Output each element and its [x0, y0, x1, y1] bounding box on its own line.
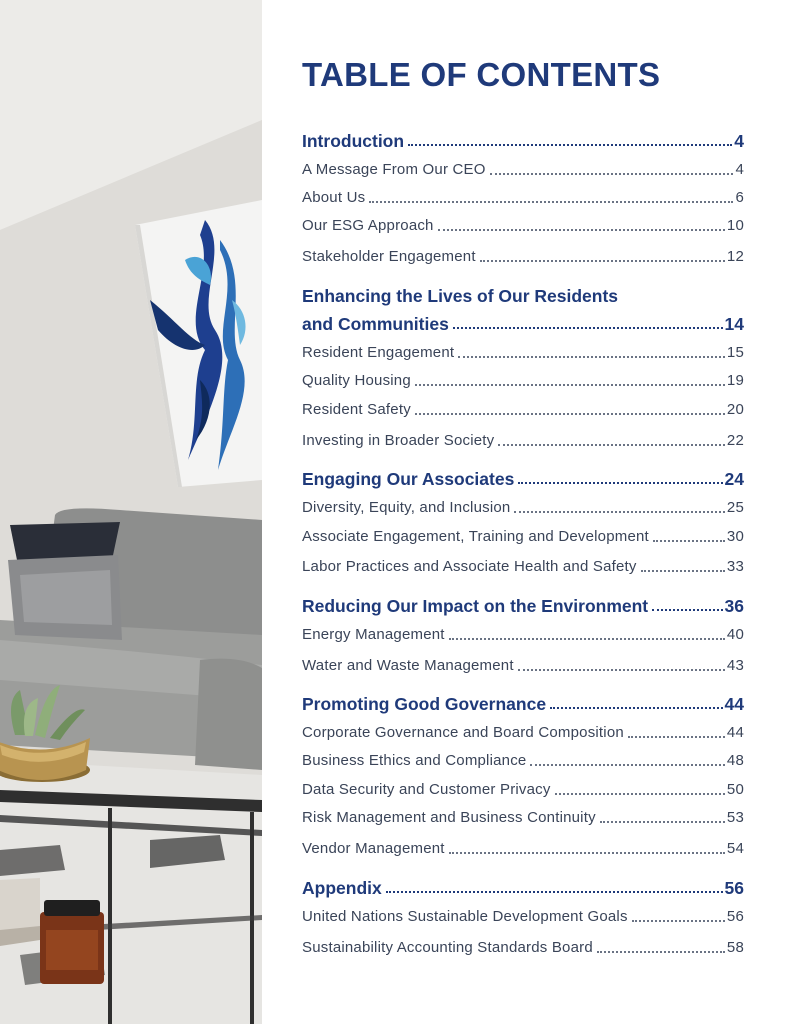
toc-entry-label: Sustainability Accounting Standards Board: [302, 939, 593, 956]
dot-leader: [632, 920, 725, 922]
dot-leader: [518, 669, 725, 671]
toc-entry-label: A Message From Our CEO: [302, 161, 486, 178]
toc-page-number: 15: [726, 344, 744, 361]
toc-page-number: 50: [726, 781, 744, 798]
toc-entry-label: Stakeholder Engagement: [302, 248, 476, 265]
toc-entry-label: Associate Engagement, Training and Development: [302, 528, 649, 545]
toc-entry-label: Labor Practices and Associate Health and Safety: [302, 558, 637, 575]
toc-entry[interactable]: [302, 155, 744, 181]
dot-leader: [438, 229, 725, 231]
toc-section-introduction[interactable]: [302, 126, 744, 152]
toc-page-number: 25: [726, 499, 744, 516]
toc-entry-label: Resident Safety: [302, 401, 411, 418]
living-room-photo: [0, 0, 262, 1024]
toc-entry-label: About Us: [302, 189, 366, 206]
dot-leader: [415, 413, 725, 415]
dot-leader: [458, 356, 725, 358]
toc-entry-label: Risk Management and Business Continuity: [302, 809, 596, 826]
dot-leader: [518, 482, 722, 484]
toc-section-title: Promoting Good Governance: [302, 694, 547, 714]
toc-page-number: 40: [726, 626, 744, 643]
toc-entry-label: Our ESG Approach: [302, 217, 434, 234]
toc-entry[interactable]: [302, 902, 744, 928]
dot-leader: [453, 327, 723, 329]
toc-entry-label: Vendor Management: [302, 840, 445, 857]
dot-leader: [449, 852, 725, 854]
dot-leader: [386, 891, 723, 893]
toc-page-number: 4: [735, 161, 744, 178]
toc-page-number: 14: [724, 314, 744, 334]
toc-section-title: Reducing Our Impact on the Environment: [302, 596, 649, 616]
dot-leader: [628, 736, 725, 738]
dot-leader: [600, 821, 725, 823]
toc-page-number: 54: [726, 840, 744, 857]
dot-leader: [449, 638, 725, 640]
toc-entry[interactable]: [302, 775, 744, 801]
toc-section-title: Enhancing the Lives of Our Residents: [302, 286, 619, 306]
dot-leader: [641, 570, 725, 572]
toc-page-number: 19: [726, 372, 744, 389]
dot-leader: [597, 951, 725, 953]
toc-page-number: 44: [726, 724, 744, 741]
toc-section-title: Appendix: [302, 878, 382, 898]
toc-page-number: 12: [726, 248, 744, 265]
dot-leader: [480, 260, 725, 262]
toc-section-residents[interactable]: [302, 309, 744, 335]
toc-page-number: 48: [726, 752, 744, 769]
toc-page-number: 44: [724, 694, 744, 714]
dot-leader: [653, 540, 725, 542]
dot-leader: [652, 609, 722, 611]
toc-section-associates[interactable]: [302, 464, 744, 490]
toc-entry[interactable]: [302, 933, 744, 959]
toc-entry[interactable]: [302, 183, 744, 209]
toc-section-governance[interactable]: [302, 689, 744, 715]
toc-entry[interactable]: [302, 366, 744, 392]
dot-leader: [514, 511, 724, 513]
toc-entry[interactable]: [302, 552, 744, 578]
toc-entry-label: Data Security and Customer Privacy: [302, 781, 551, 798]
toc-entry[interactable]: [302, 493, 744, 519]
toc-page-number: 24: [724, 469, 744, 489]
toc-entry[interactable]: [302, 395, 744, 421]
toc-entry[interactable]: [302, 426, 744, 452]
toc-page-number: 53: [726, 809, 744, 826]
living-room-illustration: [0, 0, 262, 1024]
toc-entry[interactable]: [302, 338, 744, 364]
toc-page-number: 56: [726, 908, 744, 925]
toc-entry[interactable]: [302, 651, 744, 677]
toc-page-number: 58: [726, 939, 744, 956]
toc-entry-label: United Nations Sustainable Development Goals: [302, 908, 628, 925]
toc-page-number: 6: [735, 189, 744, 206]
dot-leader: [490, 173, 734, 175]
dot-leader: [369, 201, 733, 203]
toc-panel: [302, 0, 746, 1024]
toc-page-number: 4: [734, 131, 744, 151]
toc-entry-label: Business Ethics and Compliance: [302, 752, 527, 769]
dot-leader: [530, 764, 724, 766]
toc-page-number: 10: [726, 217, 744, 234]
toc-entry-label: Water and Waste Management: [302, 657, 514, 674]
toc-page-number: 20: [726, 401, 744, 418]
page-title: TABLE OF CONTENTS: [302, 56, 661, 93]
toc-entry-label: Energy Management: [302, 626, 445, 643]
toc-page-number: 33: [726, 558, 744, 575]
toc-section-appendix[interactable]: [302, 873, 744, 899]
toc-entry[interactable]: [302, 211, 744, 237]
dot-leader: [498, 444, 725, 446]
toc-page-number: 22: [726, 432, 744, 449]
toc-section-title: Introduction: [302, 131, 405, 151]
toc-entry-label: Resident Engagement: [302, 344, 455, 361]
toc-entry[interactable]: [302, 242, 744, 268]
toc-section-title-line: [302, 281, 744, 307]
dot-leader: [550, 707, 722, 709]
toc-entry[interactable]: [302, 522, 744, 548]
toc-entry-label: Investing in Broader Society: [302, 432, 495, 449]
toc-section-title: and Communities: [302, 314, 449, 334]
toc-section-title: Engaging Our Associates: [302, 469, 515, 489]
toc-page-number: 30: [726, 528, 744, 545]
toc-page-number: 36: [724, 596, 744, 616]
toc-entry[interactable]: [302, 746, 744, 772]
toc-entry[interactable]: [302, 834, 744, 860]
toc-page-number: 43: [726, 657, 744, 674]
dot-leader: [415, 384, 725, 386]
toc-section-environment[interactable]: [302, 591, 744, 617]
dot-leader: [555, 793, 725, 795]
toc-entry[interactable]: [302, 718, 744, 744]
toc-page-number: 56: [724, 878, 744, 898]
toc-entry-label: Corporate Governance and Board Composition: [302, 724, 624, 741]
dot-leader: [408, 144, 732, 146]
toc-entry-label: Quality Housing: [302, 372, 411, 389]
toc-entry[interactable]: [302, 803, 744, 829]
toc-entry-label: Diversity, Equity, and Inclusion: [302, 499, 511, 516]
toc-entry[interactable]: [302, 620, 744, 646]
